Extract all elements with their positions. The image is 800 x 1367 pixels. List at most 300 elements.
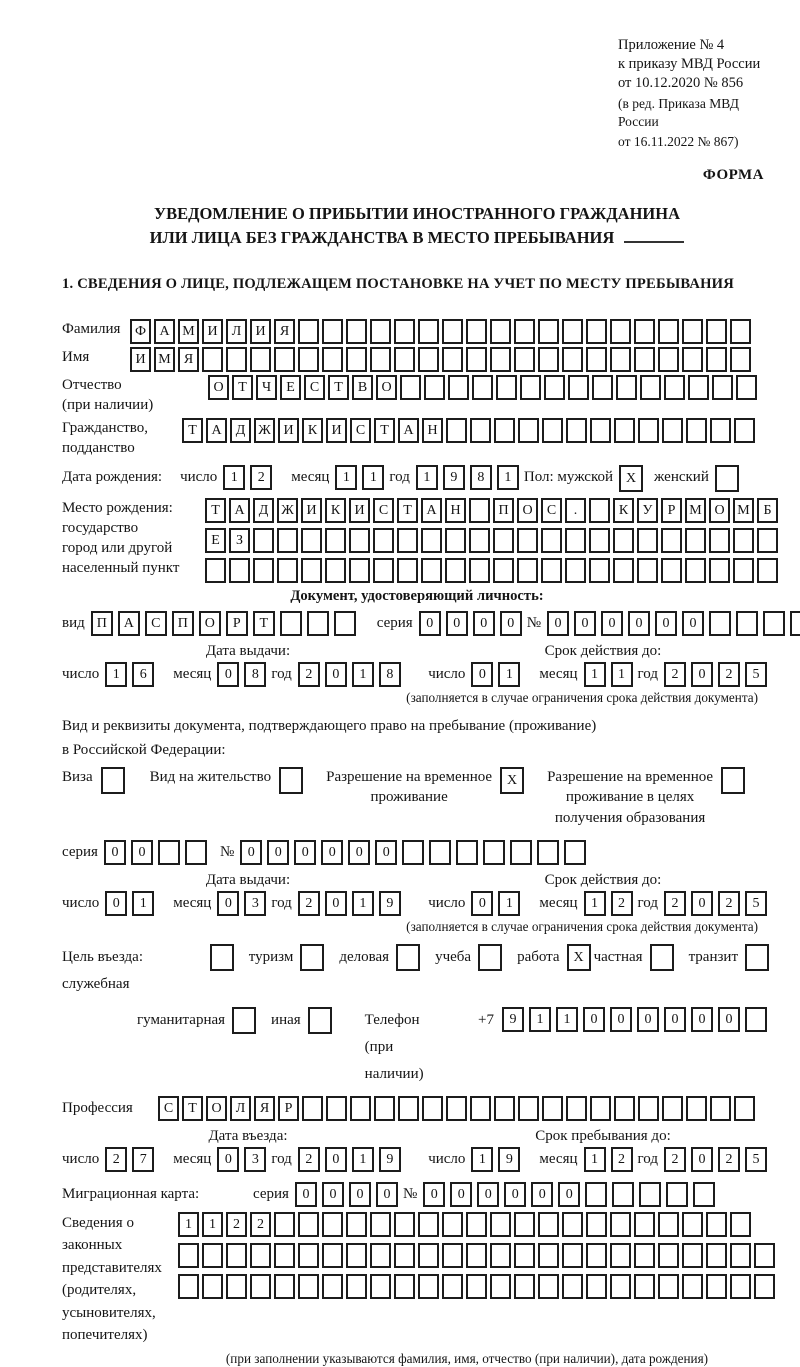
permit-number-cell[interactable]: 0 bbox=[375, 840, 397, 865]
doc-type-cell[interactable]: А bbox=[118, 611, 140, 636]
purpose-study-cell[interactable] bbox=[478, 944, 502, 971]
representatives-cell[interactable] bbox=[610, 1212, 631, 1237]
permit-issue-year-cell[interactable]: 1 bbox=[352, 891, 374, 916]
patronymic-cell[interactable]: Т bbox=[232, 375, 253, 400]
purpose-tourism-cell[interactable] bbox=[300, 944, 324, 971]
gender-male-cell[interactable]: X bbox=[619, 465, 643, 492]
surname-cell[interactable] bbox=[490, 319, 511, 344]
birthplace-cell[interactable] bbox=[397, 528, 418, 553]
doc-issue-month-cell[interactable]: 8 bbox=[244, 662, 266, 687]
representatives-cell[interactable] bbox=[418, 1274, 439, 1299]
migration-number-cell[interactable] bbox=[693, 1182, 715, 1207]
birthplace-cell[interactable]: М bbox=[685, 498, 706, 523]
representatives-cell[interactable]: 2 bbox=[226, 1212, 247, 1237]
representatives-cell[interactable] bbox=[394, 1243, 415, 1268]
representatives-cell[interactable]: 1 bbox=[202, 1212, 223, 1237]
representatives-cell[interactable] bbox=[202, 1274, 223, 1299]
permit-issue-year-cell[interactable]: 2 bbox=[298, 891, 320, 916]
doc-number-cell[interactable] bbox=[709, 611, 731, 636]
doc-number-cell[interactable]: 0 bbox=[601, 611, 623, 636]
birthplace-cell[interactable] bbox=[757, 558, 778, 583]
permit-issue-year-cell[interactable]: 0 bbox=[325, 891, 347, 916]
surname-cell[interactable]: И bbox=[250, 319, 271, 344]
birthplace-cell[interactable] bbox=[493, 558, 514, 583]
name-cell[interactable] bbox=[538, 347, 559, 372]
profession-cell[interactable] bbox=[590, 1096, 611, 1121]
citizenship-cell[interactable]: Н bbox=[422, 418, 443, 443]
patronymic-cell[interactable]: О bbox=[208, 375, 229, 400]
patronymic-cell[interactable] bbox=[592, 375, 613, 400]
name-cell[interactable] bbox=[730, 347, 751, 372]
profession-cell[interactable]: С bbox=[158, 1096, 179, 1121]
surname-cell[interactable] bbox=[394, 319, 415, 344]
birthplace-cell[interactable] bbox=[301, 558, 322, 583]
representatives-cell[interactable] bbox=[466, 1243, 487, 1268]
purpose-business-cell[interactable] bbox=[396, 944, 420, 971]
birthplace-cell[interactable] bbox=[589, 498, 610, 523]
doc-number-cell[interactable] bbox=[763, 611, 785, 636]
surname-cell[interactable] bbox=[322, 319, 343, 344]
surname-cell[interactable] bbox=[442, 319, 463, 344]
patronymic-cell[interactable] bbox=[736, 375, 757, 400]
birthplace-cell[interactable] bbox=[541, 528, 562, 553]
doc-series-cell[interactable]: 0 bbox=[473, 611, 495, 636]
doc-type-cell[interactable] bbox=[334, 611, 356, 636]
permit-valid-year-cell[interactable]: 5 bbox=[745, 891, 767, 916]
representatives-cell[interactable] bbox=[538, 1212, 559, 1237]
patronymic-cell[interactable] bbox=[472, 375, 493, 400]
permit-number-cell[interactable] bbox=[564, 840, 586, 865]
surname-cell[interactable] bbox=[634, 319, 655, 344]
surname-cell[interactable]: М bbox=[178, 319, 199, 344]
residence-permit-cell[interactable] bbox=[279, 767, 303, 794]
representatives-cell[interactable] bbox=[346, 1243, 367, 1268]
representatives-cell[interactable] bbox=[514, 1274, 535, 1299]
patronymic-cell[interactable] bbox=[640, 375, 661, 400]
birthplace-cell[interactable] bbox=[469, 528, 490, 553]
representatives-cell[interactable] bbox=[754, 1274, 775, 1299]
birthplace-cell[interactable]: И bbox=[349, 498, 370, 523]
doc-type-cell[interactable] bbox=[307, 611, 329, 636]
profession-cell[interactable] bbox=[614, 1096, 635, 1121]
profession-cell[interactable] bbox=[494, 1096, 515, 1121]
migration-number-cell[interactable] bbox=[666, 1182, 688, 1207]
doc-series-cell[interactable]: 0 bbox=[419, 611, 441, 636]
name-cell[interactable]: Я bbox=[178, 347, 199, 372]
surname-cell[interactable] bbox=[658, 319, 679, 344]
doc-issue-year-cell[interactable]: 8 bbox=[379, 662, 401, 687]
name-cell[interactable] bbox=[322, 347, 343, 372]
representatives-cell[interactable] bbox=[178, 1274, 199, 1299]
citizenship-cell[interactable] bbox=[662, 418, 683, 443]
purpose-private-cell[interactable] bbox=[650, 944, 674, 971]
citizenship-cell[interactable] bbox=[734, 418, 755, 443]
profession-cell[interactable] bbox=[422, 1096, 443, 1121]
stay-day-cell[interactable]: 1 bbox=[471, 1147, 493, 1172]
representatives-cell[interactable] bbox=[730, 1212, 751, 1237]
profession-cell[interactable] bbox=[446, 1096, 467, 1121]
permit-series-cell[interactable]: 0 bbox=[104, 840, 126, 865]
birthplace-cell[interactable] bbox=[325, 528, 346, 553]
citizenship-cell[interactable]: И bbox=[326, 418, 347, 443]
doc-number-cell[interactable]: 0 bbox=[574, 611, 596, 636]
migration-series-cell[interactable]: 0 bbox=[376, 1182, 398, 1207]
stay-year-cell[interactable]: 2 bbox=[718, 1147, 740, 1172]
purpose-transit-cell[interactable] bbox=[745, 944, 769, 971]
migration-number-cell[interactable]: 0 bbox=[423, 1182, 445, 1207]
permit-number-cell[interactable] bbox=[483, 840, 505, 865]
citizenship-cell[interactable]: Ж bbox=[254, 418, 275, 443]
doc-valid-month-cell[interactable]: 1 bbox=[611, 662, 633, 687]
birthplace-cell[interactable] bbox=[421, 528, 442, 553]
representatives-cell[interactable] bbox=[370, 1212, 391, 1237]
representatives-cell[interactable] bbox=[178, 1243, 199, 1268]
representatives-cell[interactable] bbox=[754, 1243, 775, 1268]
patronymic-cell[interactable]: Е bbox=[280, 375, 301, 400]
name-cell[interactable] bbox=[490, 347, 511, 372]
birthdate-year-cell[interactable]: 8 bbox=[470, 465, 492, 490]
permit-number-cell[interactable]: 0 bbox=[321, 840, 343, 865]
citizenship-cell[interactable] bbox=[590, 418, 611, 443]
representatives-cell[interactable] bbox=[538, 1243, 559, 1268]
representatives-cell[interactable] bbox=[562, 1243, 583, 1268]
phone-cell[interactable]: 0 bbox=[583, 1007, 605, 1032]
phone-cell[interactable]: 0 bbox=[691, 1007, 713, 1032]
permit-issue-day-cell[interactable]: 0 bbox=[105, 891, 127, 916]
birthplace-cell[interactable] bbox=[493, 528, 514, 553]
stay-day-cell[interactable]: 9 bbox=[498, 1147, 520, 1172]
citizenship-cell[interactable] bbox=[686, 418, 707, 443]
doc-type-cell[interactable]: Т bbox=[253, 611, 275, 636]
patronymic-cell[interactable] bbox=[400, 375, 421, 400]
permit-valid-year-cell[interactable]: 2 bbox=[664, 891, 686, 916]
profession-cell[interactable]: О bbox=[206, 1096, 227, 1121]
representatives-cell[interactable] bbox=[634, 1243, 655, 1268]
doc-issue-year-cell[interactable]: 2 bbox=[298, 662, 320, 687]
representatives-cell[interactable] bbox=[538, 1274, 559, 1299]
name-cell[interactable] bbox=[370, 347, 391, 372]
birthplace-cell[interactable]: . bbox=[565, 498, 586, 523]
entry-year-cell[interactable]: 1 bbox=[352, 1147, 374, 1172]
representatives-cell[interactable] bbox=[466, 1212, 487, 1237]
profession-cell[interactable] bbox=[638, 1096, 659, 1121]
patronymic-cell[interactable] bbox=[568, 375, 589, 400]
birthplace-cell[interactable] bbox=[565, 558, 586, 583]
name-cell[interactable] bbox=[514, 347, 535, 372]
birthplace-cell[interactable] bbox=[253, 528, 274, 553]
birthplace-cell[interactable]: И bbox=[301, 498, 322, 523]
temp-edu-cell[interactable] bbox=[721, 767, 745, 794]
name-cell[interactable] bbox=[346, 347, 367, 372]
birthdate-month-cell[interactable]: 1 bbox=[362, 465, 384, 490]
birthplace-cell[interactable] bbox=[517, 558, 538, 583]
birthplace-cell[interactable]: А bbox=[421, 498, 442, 523]
birthplace-cell[interactable] bbox=[373, 528, 394, 553]
birthplace-cell[interactable] bbox=[349, 558, 370, 583]
representatives-cell[interactable] bbox=[370, 1243, 391, 1268]
birthplace-cell[interactable] bbox=[589, 558, 610, 583]
phone-cell[interactable] bbox=[745, 1007, 767, 1032]
representatives-cell[interactable] bbox=[298, 1212, 319, 1237]
patronymic-cell[interactable] bbox=[544, 375, 565, 400]
birthplace-cell[interactable] bbox=[325, 558, 346, 583]
entry-year-cell[interactable]: 2 bbox=[298, 1147, 320, 1172]
birthplace-cell[interactable] bbox=[613, 558, 634, 583]
citizenship-cell[interactable] bbox=[638, 418, 659, 443]
profession-cell[interactable] bbox=[662, 1096, 683, 1121]
permit-number-cell[interactable]: 0 bbox=[348, 840, 370, 865]
gender-female-cell[interactable] bbox=[715, 465, 739, 492]
migration-number-cell[interactable] bbox=[639, 1182, 661, 1207]
profession-cell[interactable]: Я bbox=[254, 1096, 275, 1121]
patronymic-cell[interactable] bbox=[448, 375, 469, 400]
citizenship-cell[interactable] bbox=[566, 418, 587, 443]
representatives-cell[interactable]: 2 bbox=[250, 1212, 271, 1237]
birthplace-cell[interactable] bbox=[541, 558, 562, 583]
stay-year-cell[interactable]: 5 bbox=[745, 1147, 767, 1172]
profession-cell[interactable] bbox=[686, 1096, 707, 1121]
doc-number-cell[interactable]: 0 bbox=[655, 611, 677, 636]
surname-cell[interactable] bbox=[730, 319, 751, 344]
birthplace-cell[interactable] bbox=[277, 528, 298, 553]
name-cell[interactable] bbox=[226, 347, 247, 372]
representatives-cell[interactable]: 1 bbox=[178, 1212, 199, 1237]
citizenship-cell[interactable]: С bbox=[350, 418, 371, 443]
citizenship-cell[interactable] bbox=[470, 418, 491, 443]
citizenship-cell[interactable]: Д bbox=[230, 418, 251, 443]
entry-year-cell[interactable]: 0 bbox=[325, 1147, 347, 1172]
permit-valid-day-cell[interactable]: 0 bbox=[471, 891, 493, 916]
birthplace-cell[interactable]: Т bbox=[205, 498, 226, 523]
representatives-cell[interactable] bbox=[250, 1243, 271, 1268]
birthplace-cell[interactable]: З bbox=[229, 528, 250, 553]
permit-number-cell[interactable] bbox=[537, 840, 559, 865]
birthplace-cell[interactable] bbox=[421, 558, 442, 583]
representatives-cell[interactable] bbox=[322, 1243, 343, 1268]
name-cell[interactable] bbox=[274, 347, 295, 372]
birthdate-day-cell[interactable]: 1 bbox=[223, 465, 245, 490]
birthplace-cell[interactable] bbox=[445, 558, 466, 583]
name-cell[interactable] bbox=[634, 347, 655, 372]
representatives-cell[interactable] bbox=[346, 1274, 367, 1299]
purpose-work-cell[interactable]: X bbox=[567, 944, 591, 971]
doc-issue-year-cell[interactable]: 1 bbox=[352, 662, 374, 687]
birthplace-cell[interactable]: Д bbox=[253, 498, 274, 523]
permit-valid-month-cell[interactable]: 2 bbox=[611, 891, 633, 916]
entry-day-cell[interactable]: 7 bbox=[132, 1147, 154, 1172]
name-cell[interactable]: И bbox=[130, 347, 151, 372]
profession-cell[interactable] bbox=[518, 1096, 539, 1121]
representatives-cell[interactable] bbox=[274, 1212, 295, 1237]
permit-series-cell[interactable]: 0 bbox=[131, 840, 153, 865]
stay-month-cell[interactable]: 1 bbox=[584, 1147, 606, 1172]
representatives-cell[interactable] bbox=[586, 1274, 607, 1299]
patronymic-cell[interactable]: О bbox=[376, 375, 397, 400]
surname-cell[interactable] bbox=[586, 319, 607, 344]
citizenship-cell[interactable] bbox=[518, 418, 539, 443]
representatives-cell[interactable] bbox=[490, 1274, 511, 1299]
name-cell[interactable] bbox=[394, 347, 415, 372]
doc-valid-day-cell[interactable]: 0 bbox=[471, 662, 493, 687]
representatives-cell[interactable] bbox=[586, 1243, 607, 1268]
profession-cell[interactable] bbox=[710, 1096, 731, 1121]
representatives-cell[interactable] bbox=[322, 1274, 343, 1299]
phone-cell[interactable]: 9 bbox=[502, 1007, 524, 1032]
birthplace-cell[interactable] bbox=[589, 528, 610, 553]
migration-number-cell[interactable]: 0 bbox=[477, 1182, 499, 1207]
representatives-cell[interactable] bbox=[274, 1243, 295, 1268]
phone-cell[interactable]: 1 bbox=[556, 1007, 578, 1032]
name-cell[interactable] bbox=[250, 347, 271, 372]
doc-issue-month-cell[interactable]: 0 bbox=[217, 662, 239, 687]
name-cell[interactable] bbox=[706, 347, 727, 372]
representatives-cell[interactable] bbox=[610, 1243, 631, 1268]
migration-number-cell[interactable] bbox=[612, 1182, 634, 1207]
doc-issue-year-cell[interactable]: 0 bbox=[325, 662, 347, 687]
representatives-cell[interactable] bbox=[562, 1212, 583, 1237]
birthplace-cell[interactable] bbox=[757, 528, 778, 553]
name-cell[interactable] bbox=[202, 347, 223, 372]
birthplace-cell[interactable] bbox=[469, 498, 490, 523]
phone-cell[interactable]: 0 bbox=[610, 1007, 632, 1032]
permit-number-cell[interactable]: 0 bbox=[267, 840, 289, 865]
permit-issue-day-cell[interactable]: 1 bbox=[132, 891, 154, 916]
profession-cell[interactable]: Р bbox=[278, 1096, 299, 1121]
representatives-cell[interactable] bbox=[658, 1274, 679, 1299]
permit-number-cell[interactable] bbox=[510, 840, 532, 865]
representatives-cell[interactable] bbox=[706, 1212, 727, 1237]
representatives-cell[interactable] bbox=[730, 1274, 751, 1299]
representatives-cell[interactable] bbox=[418, 1243, 439, 1268]
purpose-humanitarian-cell[interactable] bbox=[232, 1007, 256, 1034]
profession-cell[interactable] bbox=[566, 1096, 587, 1121]
representatives-cell[interactable] bbox=[706, 1274, 727, 1299]
doc-valid-year-cell[interactable]: 5 bbox=[745, 662, 767, 687]
permit-issue-month-cell[interactable]: 3 bbox=[244, 891, 266, 916]
representatives-cell[interactable] bbox=[274, 1274, 295, 1299]
representatives-cell[interactable] bbox=[682, 1243, 703, 1268]
patronymic-cell[interactable]: В bbox=[352, 375, 373, 400]
permit-valid-month-cell[interactable]: 1 bbox=[584, 891, 606, 916]
representatives-cell[interactable] bbox=[658, 1243, 679, 1268]
representatives-cell[interactable] bbox=[706, 1243, 727, 1268]
visa-cell[interactable] bbox=[101, 767, 125, 794]
representatives-cell[interactable] bbox=[394, 1274, 415, 1299]
representatives-cell[interactable] bbox=[634, 1274, 655, 1299]
profession-cell[interactable] bbox=[326, 1096, 347, 1121]
entry-month-cell[interactable]: 3 bbox=[244, 1147, 266, 1172]
birthplace-cell[interactable]: О bbox=[709, 498, 730, 523]
representatives-cell[interactable] bbox=[442, 1274, 463, 1299]
citizenship-cell[interactable]: Т bbox=[374, 418, 395, 443]
doc-issue-day-cell[interactable]: 1 bbox=[105, 662, 127, 687]
doc-series-cell[interactable]: 0 bbox=[446, 611, 468, 636]
stay-year-cell[interactable]: 0 bbox=[691, 1147, 713, 1172]
birthplace-cell[interactable] bbox=[709, 558, 730, 583]
doc-valid-day-cell[interactable]: 1 bbox=[498, 662, 520, 687]
entry-day-cell[interactable]: 2 bbox=[105, 1147, 127, 1172]
permit-issue-month-cell[interactable]: 0 bbox=[217, 891, 239, 916]
name-cell[interactable] bbox=[610, 347, 631, 372]
representatives-cell[interactable] bbox=[466, 1274, 487, 1299]
birthplace-cell[interactable] bbox=[565, 528, 586, 553]
representatives-cell[interactable] bbox=[370, 1274, 391, 1299]
birthdate-year-cell[interactable]: 1 bbox=[497, 465, 519, 490]
surname-cell[interactable]: А bbox=[154, 319, 175, 344]
representatives-cell[interactable] bbox=[298, 1274, 319, 1299]
purpose-other-cell[interactable] bbox=[308, 1007, 332, 1034]
surname-cell[interactable] bbox=[706, 319, 727, 344]
doc-number-cell[interactable] bbox=[790, 611, 800, 636]
permit-series-cell[interactable] bbox=[185, 840, 207, 865]
birthplace-cell[interactable] bbox=[709, 528, 730, 553]
representatives-cell[interactable] bbox=[490, 1243, 511, 1268]
surname-cell[interactable] bbox=[562, 319, 583, 344]
birthplace-cell[interactable]: Е bbox=[205, 528, 226, 553]
birthdate-day-cell[interactable]: 2 bbox=[250, 465, 272, 490]
migration-number-cell[interactable]: 0 bbox=[450, 1182, 472, 1207]
doc-series-cell[interactable]: 0 bbox=[500, 611, 522, 636]
patronymic-cell[interactable]: С bbox=[304, 375, 325, 400]
representatives-cell[interactable] bbox=[562, 1274, 583, 1299]
representatives-cell[interactable] bbox=[226, 1243, 247, 1268]
birthdate-month-cell[interactable]: 1 bbox=[335, 465, 357, 490]
migration-number-cell[interactable] bbox=[585, 1182, 607, 1207]
surname-cell[interactable]: Ф bbox=[130, 319, 151, 344]
representatives-cell[interactable] bbox=[658, 1212, 679, 1237]
birthplace-cell[interactable] bbox=[661, 528, 682, 553]
birthplace-cell[interactable]: С bbox=[373, 498, 394, 523]
surname-cell[interactable] bbox=[466, 319, 487, 344]
doc-valid-month-cell[interactable]: 1 bbox=[584, 662, 606, 687]
phone-cell[interactable]: 1 bbox=[529, 1007, 551, 1032]
surname-cell[interactable]: И bbox=[202, 319, 223, 344]
representatives-cell[interactable] bbox=[586, 1212, 607, 1237]
representatives-cell[interactable] bbox=[682, 1212, 703, 1237]
representatives-cell[interactable] bbox=[226, 1274, 247, 1299]
permit-valid-day-cell[interactable]: 1 bbox=[498, 891, 520, 916]
name-cell[interactable] bbox=[442, 347, 463, 372]
name-cell[interactable] bbox=[418, 347, 439, 372]
representatives-cell[interactable] bbox=[394, 1212, 415, 1237]
permit-issue-year-cell[interactable]: 9 bbox=[379, 891, 401, 916]
patronymic-cell[interactable] bbox=[616, 375, 637, 400]
permit-number-cell[interactable] bbox=[456, 840, 478, 865]
patronymic-cell[interactable] bbox=[712, 375, 733, 400]
representatives-cell[interactable] bbox=[202, 1243, 223, 1268]
birthplace-cell[interactable] bbox=[637, 558, 658, 583]
doc-type-cell[interactable] bbox=[280, 611, 302, 636]
surname-cell[interactable] bbox=[610, 319, 631, 344]
birthdate-year-cell[interactable]: 1 bbox=[416, 465, 438, 490]
representatives-cell[interactable] bbox=[730, 1243, 751, 1268]
birthplace-cell[interactable] bbox=[637, 528, 658, 553]
permit-number-cell[interactable]: 0 bbox=[294, 840, 316, 865]
citizenship-cell[interactable] bbox=[614, 418, 635, 443]
phone-cell[interactable]: 0 bbox=[664, 1007, 686, 1032]
migration-number-cell[interactable]: 0 bbox=[558, 1182, 580, 1207]
birthplace-cell[interactable]: М bbox=[733, 498, 754, 523]
patronymic-cell[interactable] bbox=[496, 375, 517, 400]
name-cell[interactable] bbox=[586, 347, 607, 372]
birthdate-year-cell[interactable]: 9 bbox=[443, 465, 465, 490]
citizenship-cell[interactable] bbox=[710, 418, 731, 443]
profession-cell[interactable] bbox=[734, 1096, 755, 1121]
representatives-cell[interactable] bbox=[610, 1274, 631, 1299]
representatives-cell[interactable] bbox=[442, 1212, 463, 1237]
surname-cell[interactable] bbox=[682, 319, 703, 344]
migration-series-cell[interactable]: 0 bbox=[349, 1182, 371, 1207]
